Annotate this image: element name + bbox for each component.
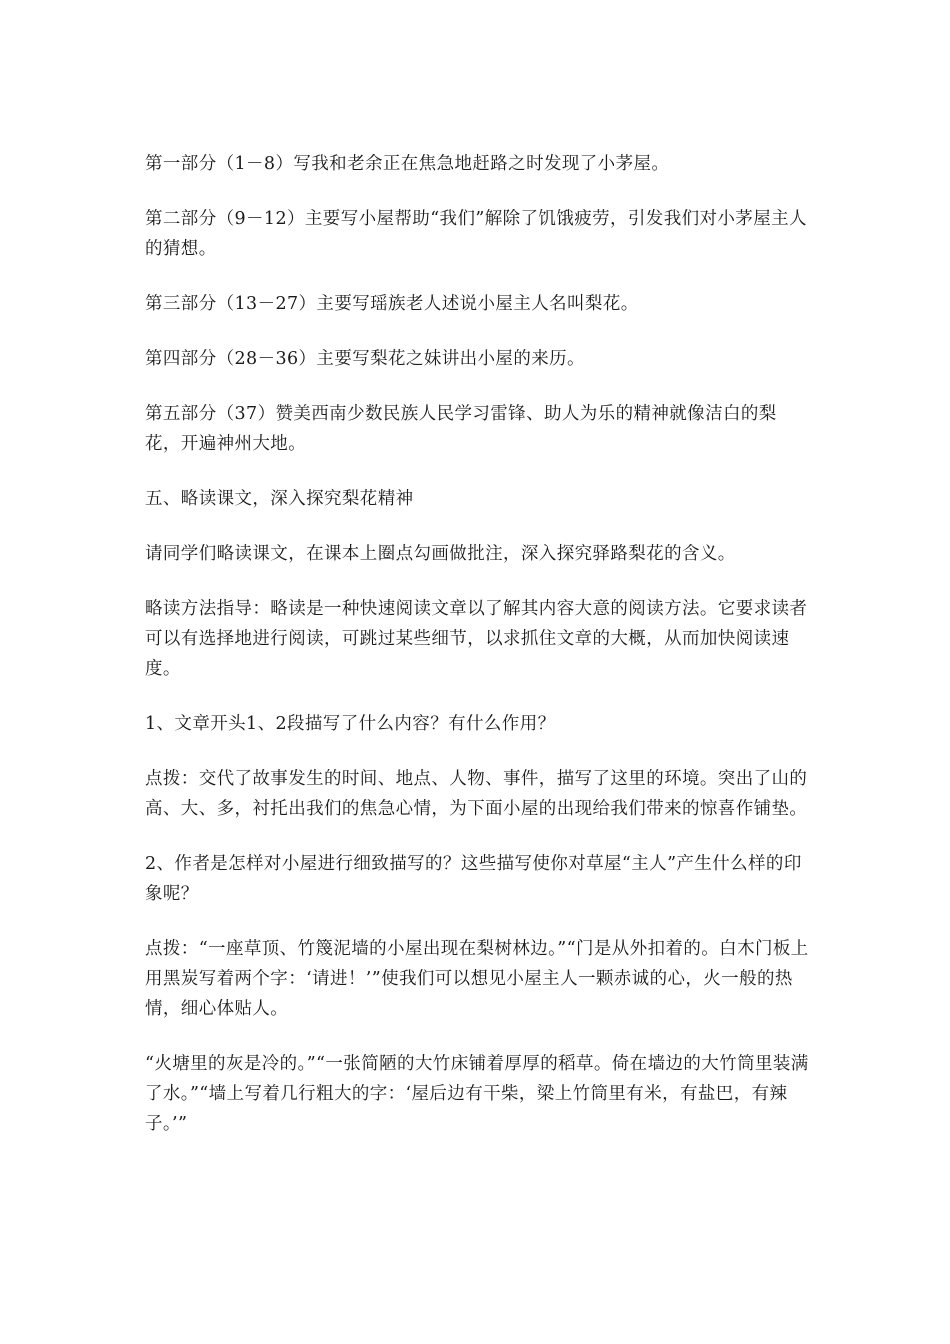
document-body	[145, 149, 810, 1164]
paragraph-part-two: 第二部分（9－12）主要写小屋帮助“我们”解除了饥饿疲劳，引发我们对小茅屋主人的猜想。	[145, 209, 807, 259]
paragraph-part-three: 第三部分（13－27）主要写瑶族老人述说小屋主人名叫梨花。	[145, 294, 639, 314]
quote-paragraph: “火塘里的灰是冷的。”“一张简陋的大竹床铺着厚厚的稻草。倚在墙边的大竹筒里装满了水。”“墙上写着几行粗大的字：‘屋后边有干柴，梁上竹筒里有米，有盐巴，有辣子。’”	[145, 1054, 809, 1134]
answer-two: 点拨：“一座草顶、竹篾泥墙的小屋出现在梨树林边。”“门是从外扣着的。白木门板上用黑炭写着两个字：‘请进！’”使我们可以想见小屋主人一颗赤诚的心，火一般的热情，细心体贴人。	[145, 939, 809, 1019]
question-one: 1、文章开头1、2段描写了什么内容？有什么作用？	[145, 714, 556, 734]
paragraph-skim-method: 略读方法指导：略读是一种快速阅读文章以了解其内容大意的阅读方法。它要求读者可以有选择地进行阅读，可跳过某些细节，以求抓住文章的大概，从而加快阅读速度。	[145, 599, 808, 679]
question-two: 2、作者是怎样对小屋进行细致描写的？这些描写使你对草屋“主人”产生什么样的印象呢？	[145, 854, 802, 904]
paragraph-part-one: 第一部分（1－8）写我和老余正在焦急地赶路之时发现了小茅屋。	[145, 154, 670, 174]
paragraph-instruction: 请同学们略读课文，在课本上圈点勾画做批注，深入探究驿路梨花的含义。	[145, 544, 736, 564]
answer-one: 点拨：交代了故事发生的时间、地点、人物、事件，描写了这里的环境。突出了山的高、大、多，衬托出我们的焦急心情，为下面小屋的出现给我们带来的惊喜作铺垫。	[145, 769, 808, 819]
paragraph-part-four: 第四部分（28－36）主要写梨花之妹讲出小屋的来历。	[145, 349, 585, 369]
section-heading-five: 五、略读课文，深入探究梨花精神	[145, 489, 414, 509]
paragraph-part-five: 第五部分（37）赞美西南少数民族人民学习雷锋、助人为乐的精神就像洁白的梨花，开遍神州大地。	[145, 404, 777, 454]
